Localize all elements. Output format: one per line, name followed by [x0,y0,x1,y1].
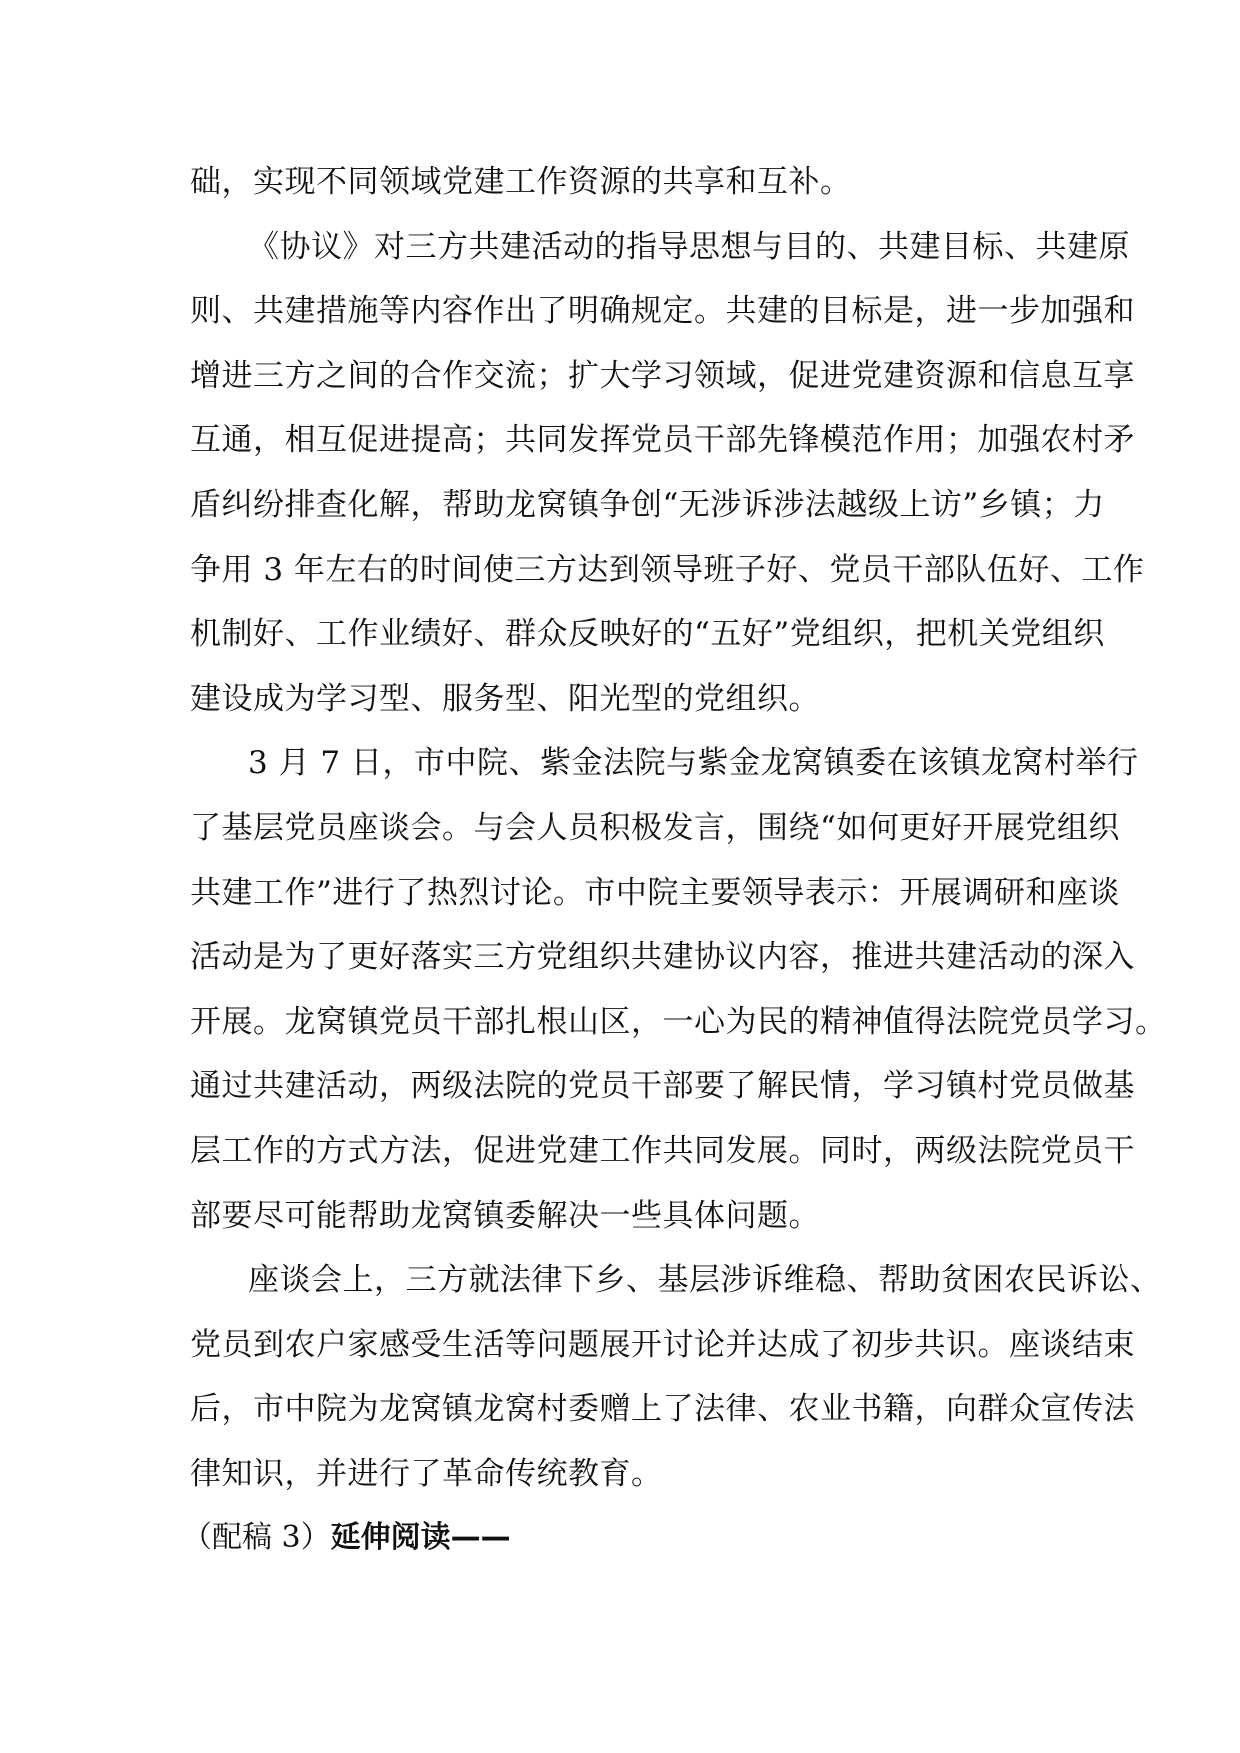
text-line: 建设成为学习型、服务型、阳光型的党组织。 [190,680,820,717]
text-line: 互通，相互促进提高；共同发挥党员干部先锋模范作用；加强农村矛 [190,422,1135,459]
text-line: 础，实现不同领域党建工作资源的共享和互补。 [190,164,852,200]
heading-label: （配稿 3） [182,1520,331,1556]
text-line: 座谈会上，三方就法律下乡、基层涉诉维稳、帮助贫困农民诉讼、 [248,1262,1162,1299]
text-line: 增进三方之间的合作交流；扩大学习领域，促进党建资源和信息互享 [190,357,1135,394]
heading-title: 延伸阅读—— [330,1520,511,1556]
text-line: 共建工作”进行了热烈讨论。市中院主要领导表示：开展调研和座谈 [190,874,1120,911]
paragraph [190,731,1167,1248]
text-line: 则、共建措施等内容作出了明确规定。共建的目标是，进一步加强和 [190,293,1135,330]
section-heading [182,1506,1056,1571]
text-line: 争用 3 年左右的时间使三方达到领导班子好、党员干部队伍好、工作 [190,551,1145,588]
text-line: 后，市中院为龙窝镇龙窝村委赠上了法律、农业书籍，向群众宣传法 [190,1391,1135,1428]
text-line: 部要尽可能帮助龙窝镇委解决一些具体问题。 [190,1197,820,1234]
text-line: 开展。龙窝镇党员干部扎根山区，一心为民的精神值得法院党员学习。 [190,1003,1167,1040]
text-line: 通过共建活动，两级法院的党员干部要了解民情，学习镇村党员做基 [190,1068,1135,1105]
text-line: 机制好、工作业绩好、群众反映好的“五好”党组织，把机关党组织 [190,616,1105,653]
text-line: 3 月 7 日，市中院、紫金法院与紫金龙窝镇委在该镇龙窝村举行 [248,745,1139,782]
paragraph [190,150,1056,215]
text-line: 党员到农户家感受生活等问题展开讨论并达成了初步共识。座谈结束 [190,1326,1135,1363]
text-line: 层工作的方式方法，促进党建工作共同发展。同时，两级法院党员干 [190,1132,1135,1169]
text-line: 盾纠纷排查化解，帮助龙窝镇争创“无涉诉涉法越级上访”乡镇；力 [190,486,1105,523]
text-line: 活动是为了更好落实三方党组织共建协议内容，推进共建活动的深入 [190,939,1135,976]
paragraph [190,1248,1162,1506]
document-body [182,150,1167,1571]
paragraph [190,215,1145,732]
text-line: 《协议》对三方共建活动的指导思想与目的、共建目标、共建原 [248,228,1130,265]
text-line: 了基层党员座谈会。与会人员积极发言，围绕“如何更好开展党组织 [190,809,1120,846]
text-line: 律知识，并进行了革命传统教育。 [190,1455,663,1492]
